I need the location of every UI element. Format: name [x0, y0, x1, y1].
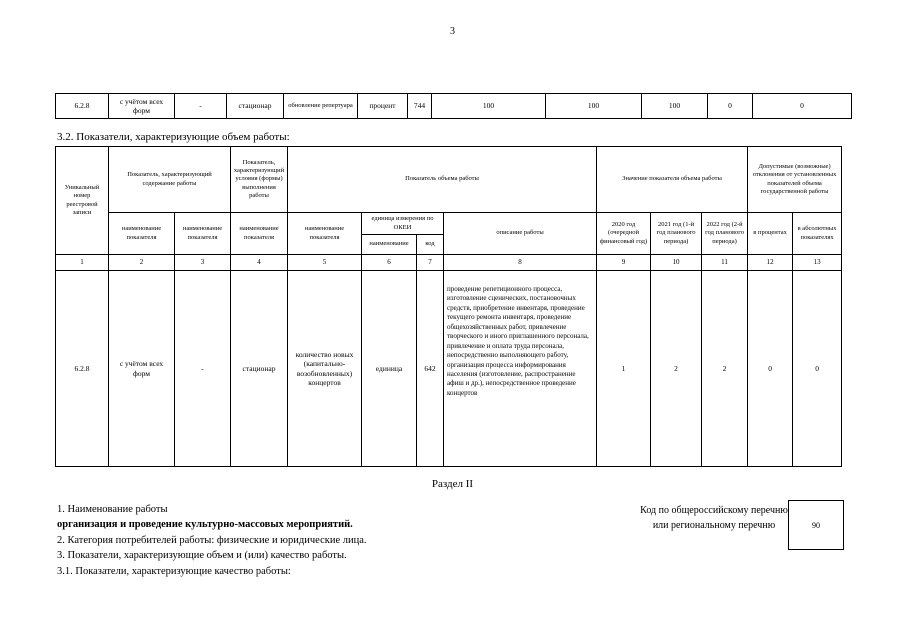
header-description: описание работы [444, 213, 597, 255]
section-3-2-title: 3.2. Показатели, характеризующие объем работы: [57, 131, 290, 143]
cell-deviation-absolute: 0 [793, 271, 842, 467]
column-number: 6 [362, 255, 417, 271]
table-cell: 0 [708, 94, 753, 119]
column-number: 13 [793, 255, 842, 271]
table-cell: процент [358, 94, 408, 119]
table-cell: 100 [432, 94, 546, 119]
indicators-heading: 3. Показатели, характеризующие объем и (или) качество работы. [57, 550, 347, 561]
table-row [56, 271, 842, 467]
column-number: 8 [444, 255, 597, 271]
header-volume: Показатель объема работы [288, 147, 597, 213]
cell-indicator: количество новых (капитально-возобновленных) концертов [288, 271, 362, 467]
column-number: 2 [109, 255, 175, 271]
page-number: 3 [450, 26, 455, 37]
cell-content-2: - [175, 271, 231, 467]
table-cell: 100 [642, 94, 708, 119]
column-number: 1 [56, 255, 109, 271]
column-number: 11 [702, 255, 748, 271]
header-okei-name: наименование [362, 235, 417, 255]
header-percent: в процентах [748, 213, 793, 255]
cell-description: проведение репетиционного процесса, изготовление сценических, постановочных средств, приобретение инвентаря, проведение текущего ремонта инвентаря, проведение общехозяйственных работ, привлечение творческого и иного приглашенного персонала, привлечение и оплата труда персонала, непосредственно выполняющего работу, организация процесса информирования населения (изготовление, распространение афиш и др.), непосредственное проведение концертов [444, 271, 597, 467]
table-row [56, 94, 852, 119]
header-indicator-name: наименование показателя [288, 213, 362, 255]
header-content: Показатель, характеризующий содержание работы [109, 147, 231, 213]
header-year-2022: 2022 год (2-й год планового периода) [702, 213, 748, 255]
header-indicator-name: наименование показателя [109, 213, 175, 255]
header-deviation: Допустимые (возможные) отклонения от установленных показателей объема государственной работы [748, 147, 842, 213]
registry-code-value: 90 [788, 500, 844, 550]
table-cell: - [175, 94, 227, 119]
table-cell: 6.2.8 [56, 94, 109, 119]
header-conditions: Показатель, характеризующий условия (формы) выполнения работы [231, 147, 288, 213]
header-year-2021: 2021 год (1-й год планового периода) [651, 213, 702, 255]
table-cell: 744 [408, 94, 432, 119]
table-cell: 100 [546, 94, 642, 119]
table-header-row [56, 147, 842, 213]
column-number: 5 [288, 255, 362, 271]
cell-value-2022: 2 [702, 271, 748, 467]
quality-indicators-heading: 3.1. Показатели, характеризующие качество работы: [57, 566, 291, 577]
column-number: 9 [597, 255, 651, 271]
header-unique-number: Уникальный номер реестровой записи [56, 147, 109, 255]
consumer-category: 2. Категория потребителей работы: физические и юридические лица. [57, 535, 367, 546]
header-values: Значение показателя объема работы [597, 147, 748, 213]
header-okei: единица измерения по ОКЕИ [362, 213, 444, 235]
cell-content-1: с учётом всех форм [109, 271, 175, 467]
table-cell: 0 [753, 94, 852, 119]
table-header-row [56, 213, 842, 235]
column-number: 12 [748, 255, 793, 271]
cell-condition: стационар [231, 271, 288, 467]
quality-table-tail [55, 93, 852, 119]
section-title: Раздел II [431, 478, 474, 490]
cell-deviation-percent: 0 [748, 271, 793, 467]
cell-unique-number: 6.2.8 [56, 271, 109, 467]
cell-value-2020: 1 [597, 271, 651, 467]
column-number: 7 [417, 255, 444, 271]
work-name-value: организация и проведение культурно-массовых мероприятий. [57, 519, 353, 530]
column-number: 4 [231, 255, 288, 271]
work-name-label: 1. Наименование работы [57, 504, 168, 515]
registry-code-label: Код по общероссийскому перечню или региональному перечню [640, 505, 788, 531]
cell-unit: единица [362, 271, 417, 467]
header-indicator-name: наименование показателя [231, 213, 288, 255]
column-number: 10 [651, 255, 702, 271]
table-cell: стационар [227, 94, 284, 119]
volume-table [55, 146, 842, 467]
table-cell: обновление репертуара [284, 94, 358, 119]
cell-value-2021: 2 [651, 271, 702, 467]
header-indicator-name: наименование показателя [175, 213, 231, 255]
header-year-2020: 2020 год (очередной финансовый год) [597, 213, 651, 255]
table-cell: с учётом всех форм [109, 94, 175, 119]
column-number: 3 [175, 255, 231, 271]
header-okei-code: код [417, 235, 444, 255]
cell-code: 642 [417, 271, 444, 467]
column-numbers-row [56, 255, 842, 271]
header-absolute: в абсолютных показателях [793, 213, 842, 255]
